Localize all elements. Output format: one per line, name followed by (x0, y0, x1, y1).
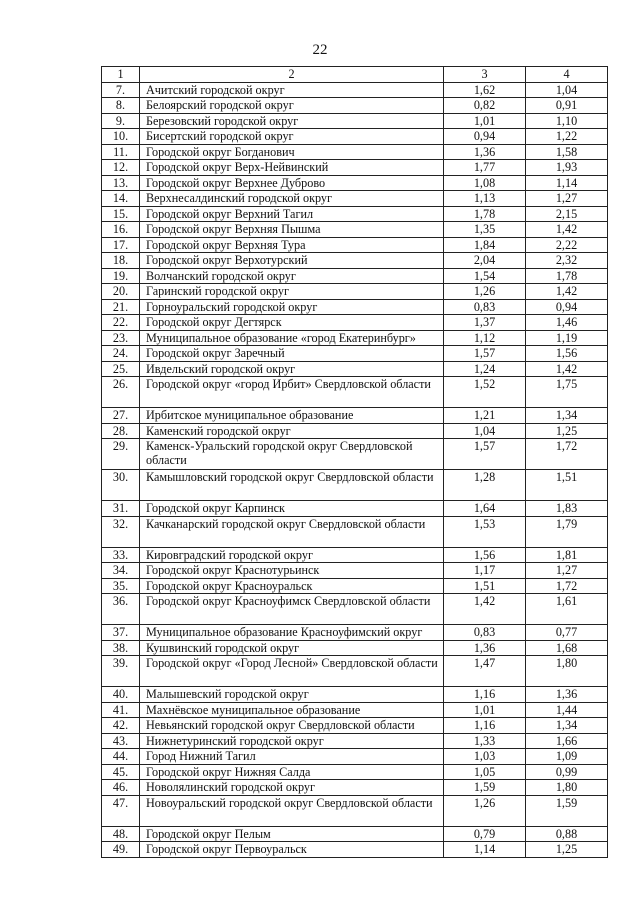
value-col3: 1,26 (444, 795, 526, 826)
row-number: 25. (102, 361, 140, 377)
value-col4: 0,99 (526, 764, 608, 780)
value-col3: 1,33 (444, 733, 526, 749)
municipality-name: Гаринский городской округ (140, 284, 444, 300)
row-number: 12. (102, 160, 140, 176)
value-col4: 1,04 (526, 82, 608, 98)
value-col3: 1,62 (444, 82, 526, 98)
value-col4: 1,93 (526, 160, 608, 176)
table-row (102, 439, 608, 470)
value-col3: 1,01 (444, 702, 526, 718)
municipality-name: Городской округ Верхотурский (140, 253, 444, 269)
value-col4: 1,75 (526, 377, 608, 408)
value-col3: 1,56 (444, 547, 526, 563)
value-col4: 1,25 (526, 842, 608, 858)
table-row (102, 377, 608, 408)
municipality-name: Кушвинский городской округ (140, 640, 444, 656)
municipality-name: Муниципальное образование Красноуфимский округ (140, 625, 444, 641)
table-row (102, 702, 608, 718)
column-header: 3 (444, 67, 526, 83)
row-number: 9. (102, 113, 140, 129)
value-col4: 1,56 (526, 346, 608, 362)
row-number: 33. (102, 547, 140, 563)
value-col4: 1,80 (526, 656, 608, 687)
value-col4: 1,34 (526, 718, 608, 734)
row-number: 30. (102, 470, 140, 501)
row-number: 23. (102, 330, 140, 346)
row-number: 31. (102, 501, 140, 517)
row-number: 28. (102, 423, 140, 439)
table-row (102, 315, 608, 331)
table-row (102, 330, 608, 346)
page-number: 22 (312, 42, 328, 58)
value-col4: 1,61 (526, 594, 608, 625)
value-col4: 1,09 (526, 749, 608, 765)
table-row (102, 563, 608, 579)
value-col4: 1,46 (526, 315, 608, 331)
row-number: 11. (102, 144, 140, 160)
value-col4: 1,42 (526, 361, 608, 377)
value-col3: 0,94 (444, 129, 526, 145)
table-row (102, 625, 608, 641)
row-number: 37. (102, 625, 140, 641)
row-number: 15. (102, 206, 140, 222)
municipality-name: Городской округ Красноуфимск Свердловской области (140, 594, 444, 625)
value-col4: 1,79 (526, 516, 608, 547)
municipality-name: Верхнесалдинский городской округ (140, 191, 444, 207)
value-col3: 1,77 (444, 160, 526, 176)
row-number: 10. (102, 129, 140, 145)
value-col4: 1,27 (526, 563, 608, 579)
table-row (102, 206, 608, 222)
row-number: 24. (102, 346, 140, 362)
municipality-name: Нижнетуринский городской округ (140, 733, 444, 749)
table-row (102, 578, 608, 594)
table-row (102, 718, 608, 734)
value-col3: 1,64 (444, 501, 526, 517)
value-col3: 0,79 (444, 826, 526, 842)
value-col4: 1,19 (526, 330, 608, 346)
municipality-name: Город Нижний Тагил (140, 749, 444, 765)
row-number: 20. (102, 284, 140, 300)
row-number: 46. (102, 780, 140, 796)
value-col4: 1,59 (526, 795, 608, 826)
value-col3: 1,78 (444, 206, 526, 222)
table-row (102, 826, 608, 842)
value-col3: 1,01 (444, 113, 526, 129)
municipality-name: Городской округ «город Ирбит» Свердловской области (140, 377, 444, 408)
municipality-name: Невьянский городской округ Свердловской области (140, 718, 444, 734)
municipality-name: Белоярский городской округ (140, 98, 444, 114)
municipality-name: Новоуральский городской округ Свердловской области (140, 795, 444, 826)
value-col3: 1,84 (444, 237, 526, 253)
value-col3: 1,36 (444, 144, 526, 160)
row-number: 45. (102, 764, 140, 780)
municipality-name: Городской округ Верхний Тагил (140, 206, 444, 222)
table-row (102, 284, 608, 300)
table-row (102, 516, 608, 547)
row-number: 35. (102, 578, 140, 594)
value-col3: 1,28 (444, 470, 526, 501)
table-row (102, 656, 608, 687)
municipality-name: Городской округ Красноуральск (140, 578, 444, 594)
column-header: 2 (140, 67, 444, 83)
value-col4: 1,68 (526, 640, 608, 656)
value-col4: 2,32 (526, 253, 608, 269)
value-col4: 1,42 (526, 284, 608, 300)
table-row (102, 501, 608, 517)
value-col3: 0,82 (444, 98, 526, 114)
value-col3: 1,13 (444, 191, 526, 207)
value-col4: 0,91 (526, 98, 608, 114)
value-col3: 1,12 (444, 330, 526, 346)
table-row (102, 423, 608, 439)
table-row (102, 268, 608, 284)
municipality-name: Березовский городской округ (140, 113, 444, 129)
municipality-name: Качканарский городской округ Свердловской области (140, 516, 444, 547)
municipality-name: Городской округ Верх-Нейвинский (140, 160, 444, 176)
value-col4: 1,72 (526, 578, 608, 594)
municipality-name: Горноуральский городской округ (140, 299, 444, 315)
row-number: 22. (102, 315, 140, 331)
municipality-name: Городской округ «Город Лесной» Свердловской области (140, 656, 444, 687)
value-col3: 1,05 (444, 764, 526, 780)
municipality-name: Кировградский городской округ (140, 547, 444, 563)
value-col4: 0,77 (526, 625, 608, 641)
value-col4: 1,44 (526, 702, 608, 718)
row-number: 8. (102, 98, 140, 114)
table-row (102, 175, 608, 191)
row-number: 39. (102, 656, 140, 687)
value-col3: 1,24 (444, 361, 526, 377)
municipality-name: Городской округ Первоуральск (140, 842, 444, 858)
municipality-name: Городской округ Карпинск (140, 501, 444, 517)
municipality-name: Махнёвское муниципальное образование (140, 702, 444, 718)
value-col3: 1,47 (444, 656, 526, 687)
municipality-name: Муниципальное образование «город Екатеринбург» (140, 330, 444, 346)
value-col3: 1,42 (444, 594, 526, 625)
value-col3: 1,08 (444, 175, 526, 191)
municipality-name: Каменск-Уральский городской округ Свердловской области (140, 439, 444, 470)
value-col3: 2,04 (444, 253, 526, 269)
row-number: 17. (102, 237, 140, 253)
table-row (102, 160, 608, 176)
value-col3: 1,52 (444, 377, 526, 408)
municipality-name: Бисертский городской округ (140, 129, 444, 145)
table-row (102, 253, 608, 269)
value-col3: 1,53 (444, 516, 526, 547)
table-row (102, 113, 608, 129)
row-number: 19. (102, 268, 140, 284)
table-row (102, 780, 608, 796)
municipality-name: Городской округ Заречный (140, 346, 444, 362)
value-col3: 1,57 (444, 439, 526, 470)
municipality-name: Городской округ Дегтярск (140, 315, 444, 331)
row-number: 43. (102, 733, 140, 749)
row-number: 26. (102, 377, 140, 408)
value-col3: 1,26 (444, 284, 526, 300)
table-row (102, 346, 608, 362)
municipality-name: Городской округ Верхняя Тура (140, 237, 444, 253)
row-number: 32. (102, 516, 140, 547)
municipality-name: Новолялинский городской округ (140, 780, 444, 796)
row-number: 14. (102, 191, 140, 207)
table-row (102, 144, 608, 160)
municipality-name: Городской округ Краснотурьинск (140, 563, 444, 579)
municipality-name: Малышевский городской округ (140, 687, 444, 703)
value-col4: 2,22 (526, 237, 608, 253)
municipality-name: Городской округ Пелым (140, 826, 444, 842)
municipality-name: Городской округ Нижняя Салда (140, 764, 444, 780)
value-col4: 2,15 (526, 206, 608, 222)
row-number: 7. (102, 82, 140, 98)
value-col3: 1,37 (444, 315, 526, 331)
table-row (102, 237, 608, 253)
value-col4: 1,25 (526, 423, 608, 439)
table-row (102, 129, 608, 145)
value-col4: 1,10 (526, 113, 608, 129)
value-col4: 1,42 (526, 222, 608, 238)
row-number: 38. (102, 640, 140, 656)
row-number: 18. (102, 253, 140, 269)
table-row (102, 361, 608, 377)
row-number: 13. (102, 175, 140, 191)
table-row (102, 470, 608, 501)
value-col3: 1,59 (444, 780, 526, 796)
value-col3: 1,16 (444, 687, 526, 703)
value-col4: 1,72 (526, 439, 608, 470)
value-col4: 1,14 (526, 175, 608, 191)
value-col4: 1,78 (526, 268, 608, 284)
value-col4: 1,83 (526, 501, 608, 517)
value-col3: 1,51 (444, 578, 526, 594)
table-row (102, 594, 608, 625)
value-col4: 1,80 (526, 780, 608, 796)
row-number: 41. (102, 702, 140, 718)
table-row (102, 764, 608, 780)
table-row (102, 842, 608, 858)
data-table (101, 66, 608, 858)
value-col4: 1,66 (526, 733, 608, 749)
table-row (102, 733, 608, 749)
table-row (102, 795, 608, 826)
value-col4: 0,88 (526, 826, 608, 842)
value-col3: 1,36 (444, 640, 526, 656)
row-number: 27. (102, 408, 140, 424)
value-col4: 1,58 (526, 144, 608, 160)
row-number: 36. (102, 594, 140, 625)
table-row (102, 749, 608, 765)
row-number: 40. (102, 687, 140, 703)
value-col3: 1,57 (444, 346, 526, 362)
value-col3: 0,83 (444, 299, 526, 315)
municipality-name: Городской округ Верхняя Пышма (140, 222, 444, 238)
municipality-name: Ачитский городской округ (140, 82, 444, 98)
row-number: 16. (102, 222, 140, 238)
value-col4: 1,22 (526, 129, 608, 145)
row-number: 29. (102, 439, 140, 470)
value-col3: 1,21 (444, 408, 526, 424)
row-number: 49. (102, 842, 140, 858)
value-col4: 1,36 (526, 687, 608, 703)
table-row (102, 191, 608, 207)
value-col4: 1,34 (526, 408, 608, 424)
row-number: 47. (102, 795, 140, 826)
table-row (102, 82, 608, 98)
value-col3: 1,17 (444, 563, 526, 579)
municipality-name: Городской округ Верхнее Дуброво (140, 175, 444, 191)
value-col3: 1,35 (444, 222, 526, 238)
municipality-name: Каменский городской округ (140, 423, 444, 439)
value-col4: 1,27 (526, 191, 608, 207)
table-row (102, 687, 608, 703)
table-row (102, 98, 608, 114)
table-row (102, 299, 608, 315)
municipality-name: Городской округ Богданович (140, 144, 444, 160)
row-number: 42. (102, 718, 140, 734)
value-col3: 1,04 (444, 423, 526, 439)
value-col3: 0,83 (444, 625, 526, 641)
row-number: 21. (102, 299, 140, 315)
value-col4: 1,81 (526, 547, 608, 563)
municipality-name: Волчанский городской округ (140, 268, 444, 284)
table-row (102, 408, 608, 424)
value-col3: 1,14 (444, 842, 526, 858)
value-col3: 1,54 (444, 268, 526, 284)
row-number: 48. (102, 826, 140, 842)
row-number: 34. (102, 563, 140, 579)
value-col3: 1,03 (444, 749, 526, 765)
column-header: 4 (526, 67, 608, 83)
municipality-name: Камышловский городской округ Свердловской области (140, 470, 444, 501)
value-col4: 0,94 (526, 299, 608, 315)
table-row (102, 222, 608, 238)
municipality-name: Ирбитское муниципальное образование (140, 408, 444, 424)
municipality-name: Ивдельский городской округ (140, 361, 444, 377)
column-header: 1 (102, 67, 140, 83)
value-col3: 1,16 (444, 718, 526, 734)
value-col4: 1,51 (526, 470, 608, 501)
table-header-row (102, 67, 608, 83)
table-row (102, 547, 608, 563)
row-number: 44. (102, 749, 140, 765)
table-row (102, 640, 608, 656)
